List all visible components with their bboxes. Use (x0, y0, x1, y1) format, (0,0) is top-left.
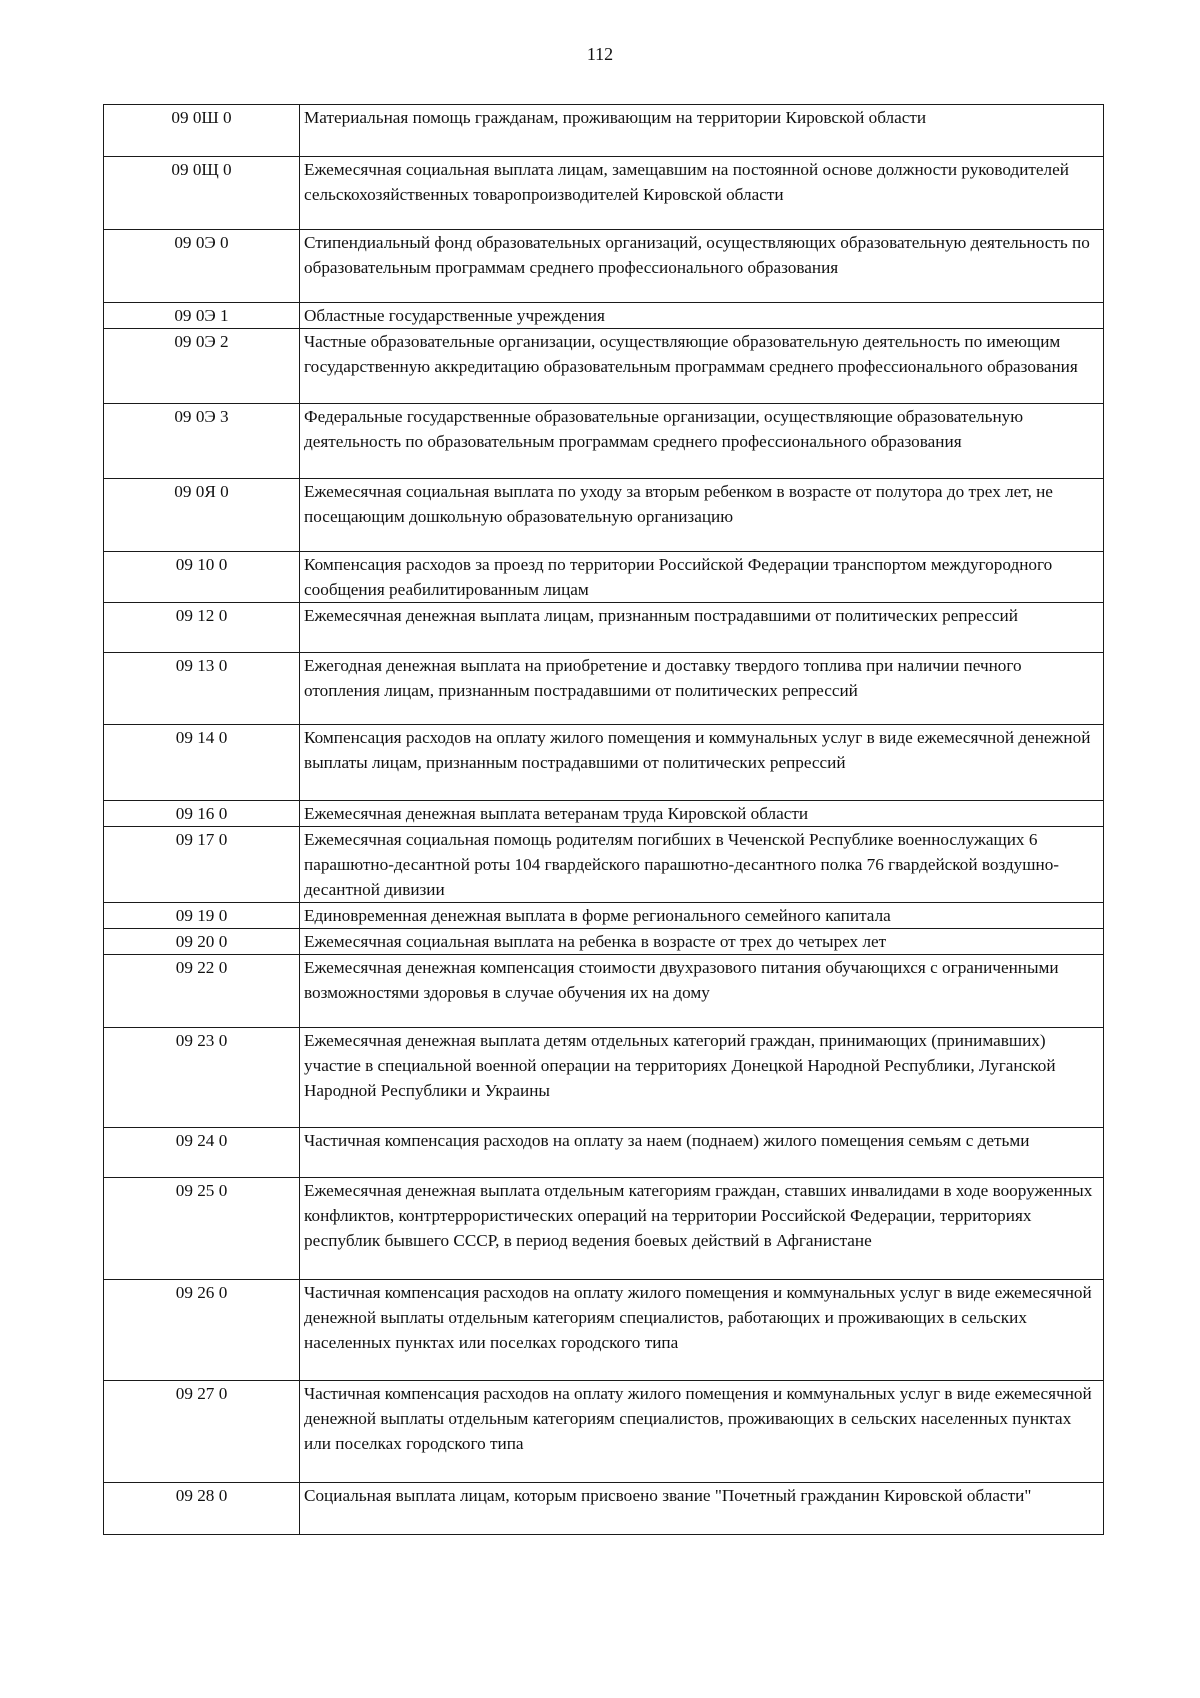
row-code: 09 24 0 (104, 1128, 300, 1178)
row-code: 09 13 0 (104, 653, 300, 725)
row-description: Ежемесячная социальная выплата по уходу за вторым ребенком в возрасте от полутора до трех лет, не посещающим дошкольную образовательную организацию (300, 479, 1104, 552)
row-code: 09 27 0 (104, 1381, 300, 1483)
table-row (104, 1128, 1104, 1178)
table-row (104, 801, 1104, 827)
table-row (104, 903, 1104, 929)
row-code: 09 17 0 (104, 827, 300, 903)
row-code: 09 10 0 (104, 552, 300, 603)
table-row (104, 303, 1104, 329)
row-description: Единовременная денежная выплата в форме регионального семейного капитала (300, 903, 1104, 929)
row-description: Ежемесячная денежная выплата детям отдельных категорий граждан, принимающих (принимавших) участие в специальной военной операции на территориях Донецкой Народной Республики, Луганской Народной Республики и Украины (300, 1028, 1104, 1128)
row-description: Частичная компенсация расходов на оплату за наем (поднаем) жилого помещения семьям с детьми (300, 1128, 1104, 1178)
row-code: 09 14 0 (104, 725, 300, 801)
row-description: Ежемесячная денежная выплата отдельным категориям граждан, ставших инвалидами в ходе вооруженных конфликтов, контртеррористических операций на территории Российской Федерации, территориях республик бывшего СССР, в период ведения боевых действий в Афганистане (300, 1178, 1104, 1280)
row-description: Частичная компенсация расходов на оплату жилого помещения и коммунальных услуг в виде ежемесячной денежной выплаты отдельным категориям специалистов, проживающих в сельских населенных пунктах или поселках городского типа (300, 1381, 1104, 1483)
table-row (104, 929, 1104, 955)
row-description: Ежемесячная социальная выплата лицам, замещавшим на постоянной основе должности руководителей сельскохозяйственных товаропроизводителей Кировской области (300, 157, 1104, 230)
row-description: Материальная помощь гражданам, проживающим на территории Кировской области (300, 105, 1104, 157)
row-description: Компенсация расходов на оплату жилого помещения и коммунальных услуг в виде ежемесячной денежной выплаты лицам, признанным пострадавшими от политических репрессий (300, 725, 1104, 801)
table-row (104, 653, 1104, 725)
row-description: Социальная выплата лицам, которым присвоено звание "Почетный гражданин Кировской области" (300, 1483, 1104, 1535)
table-row (104, 105, 1104, 157)
row-description: Стипендиальный фонд образовательных организаций, осуществляющих образовательную деятельность по образовательным программам среднего профессионального образования (300, 230, 1104, 303)
row-code: 09 0Э 0 (104, 230, 300, 303)
row-description: Областные государственные учреждения (300, 303, 1104, 329)
row-code: 09 28 0 (104, 1483, 300, 1535)
page-number: 112 (586, 44, 614, 64)
row-description: Ежегодная денежная выплата на приобретение и доставку твердого топлива при наличии печного отопления лицам, признанным пострадавшими от политических репрессий (300, 653, 1104, 725)
row-code: 09 23 0 (104, 1028, 300, 1128)
table-row (104, 1178, 1104, 1280)
row-description: Ежемесячная социальная помощь родителям погибших в Чеченской Республике военнослужащих 6 парашютно-десантной роты 104 гвардейского парашютно-десантного полка 76 гвардейской воздушно-десантной дивизии (300, 827, 1104, 903)
table-row (104, 404, 1104, 479)
table-row (104, 552, 1104, 603)
table-row (104, 1028, 1104, 1128)
row-code: 09 25 0 (104, 1178, 300, 1280)
row-description: Ежемесячная денежная компенсация стоимости двухразового питания обучающихся с ограниченными возможностями здоровья в случае обучения их на дому (300, 955, 1104, 1028)
table-row (104, 827, 1104, 903)
row-code: 09 0Э 2 (104, 329, 300, 404)
row-code: 09 0Ш 0 (104, 105, 300, 157)
table-row (104, 157, 1104, 230)
row-code: 09 22 0 (104, 955, 300, 1028)
table-row (104, 955, 1104, 1028)
table-row (104, 1381, 1104, 1483)
table-row (104, 725, 1104, 801)
row-description: Компенсация расходов за проезд по территории Российской Федерации транспортом междугородного сообщения реабилитированным лицам (300, 552, 1104, 603)
budget-codes-table (103, 104, 1104, 1535)
row-description: Частные образовательные организации, осуществляющие образовательную деятельность по имеющим государственную аккредитацию образовательным программам среднего профессионального образования (300, 329, 1104, 404)
row-code: 09 12 0 (104, 603, 300, 653)
row-code: 09 0Э 1 (104, 303, 300, 329)
row-code: 09 0Э 3 (104, 404, 300, 479)
row-code: 09 20 0 (104, 929, 300, 955)
table-row (104, 1280, 1104, 1381)
table-row (104, 329, 1104, 404)
table-row (104, 603, 1104, 653)
row-description: Федеральные государственные образовательные организации, осуществляющие образовательную деятельность по образовательным программам среднего профессионального образования (300, 404, 1104, 479)
row-code: 09 26 0 (104, 1280, 300, 1381)
table-row (104, 230, 1104, 303)
row-description: Ежемесячная денежная выплата лицам, признанным пострадавшими от политических репрессий (300, 603, 1104, 653)
row-description: Ежемесячная денежная выплата ветеранам труда Кировской области (300, 801, 1104, 827)
table-row (104, 479, 1104, 552)
row-code: 09 19 0 (104, 903, 300, 929)
row-description: Ежемесячная социальная выплата на ребенка в возрасте от трех до четырех лет (300, 929, 1104, 955)
row-code: 09 0Щ 0 (104, 157, 300, 230)
table-row (104, 1483, 1104, 1535)
row-code: 09 16 0 (104, 801, 300, 827)
row-code: 09 0Я 0 (104, 479, 300, 552)
row-description: Частичная компенсация расходов на оплату жилого помещения и коммунальных услуг в виде ежемесячной денежной выплаты отдельным категориям специалистов, работающих и проживающих в сельских населенных пунктах или поселках городского типа (300, 1280, 1104, 1381)
